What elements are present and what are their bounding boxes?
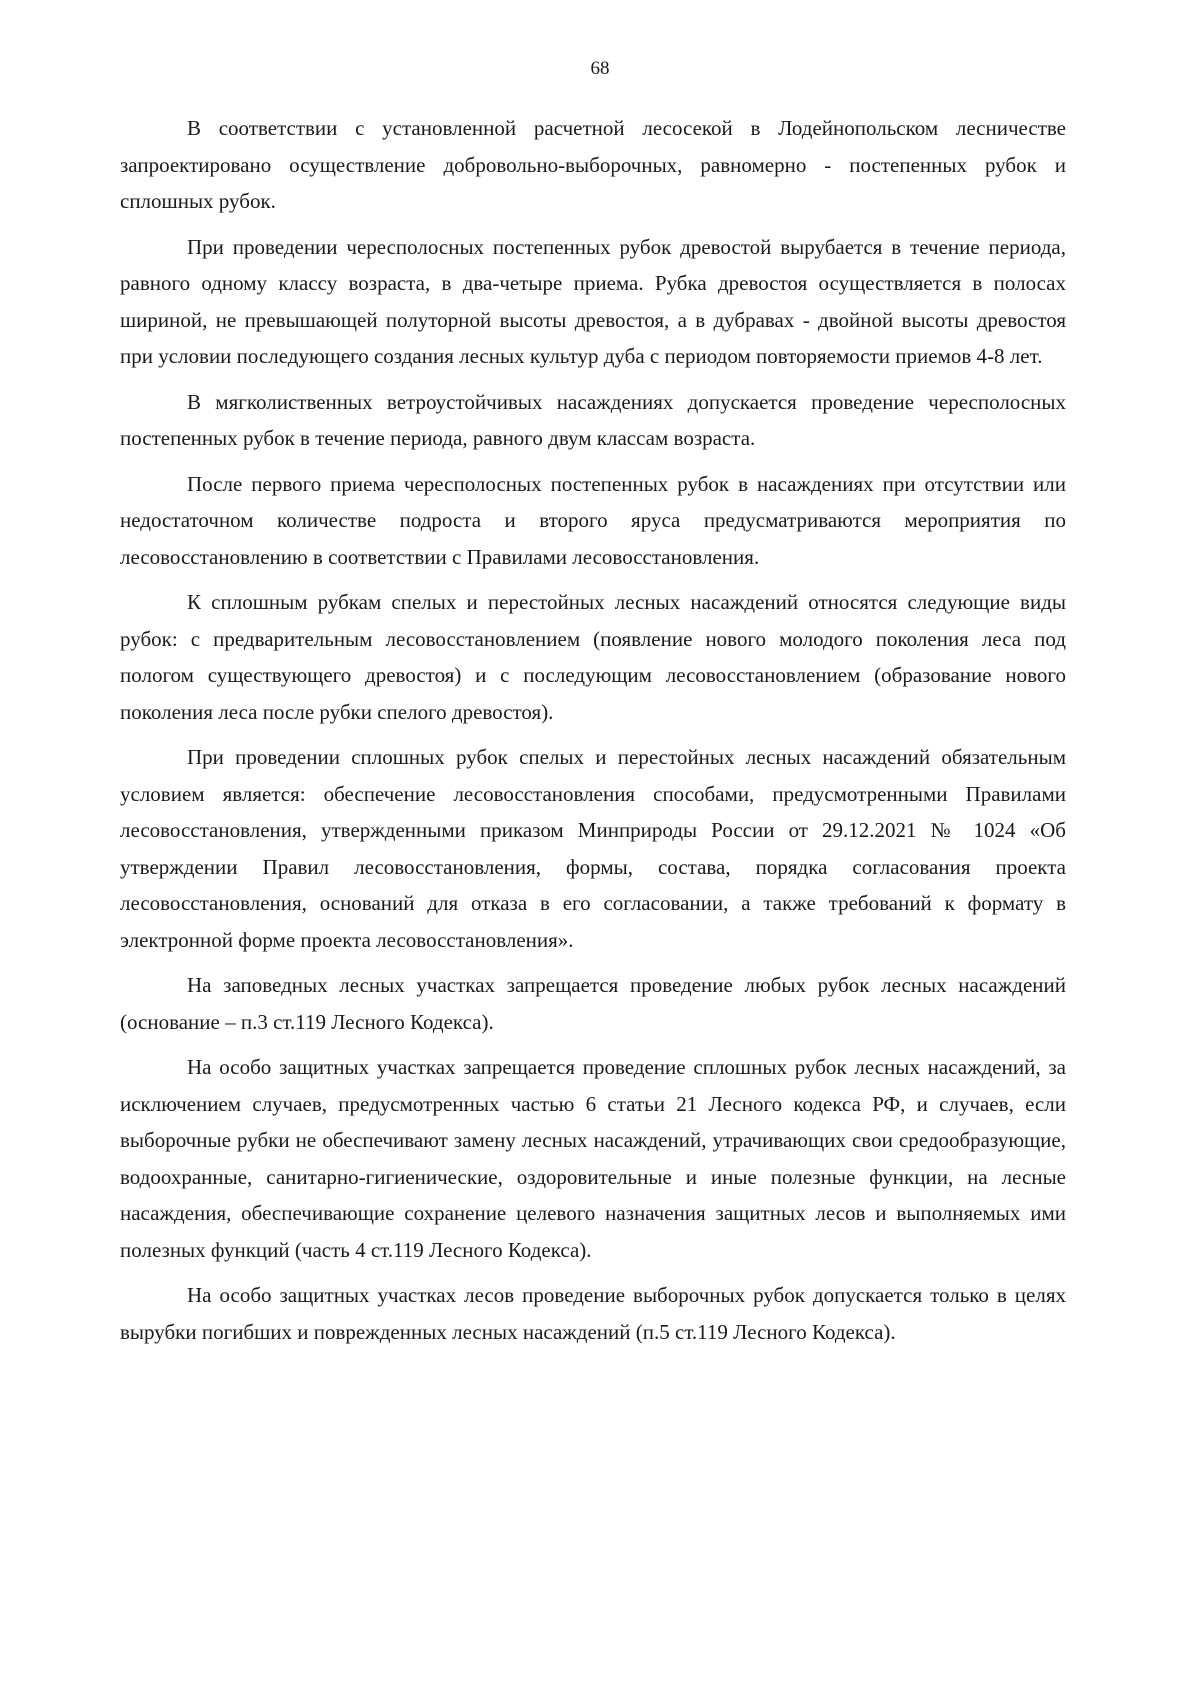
paragraph-8: На особо защитных участках запрещается проведение сплошных рубок лесных насаждений, за исключением случаев, предусмотренных частью 6 статьи 21 Лесного кодекса РФ, и случаев, если выборочные рубки не обеспечивают замену лесных насаждений, утрачивающих свои средообразующие, водоохранные, санитарно-гигиенические, оздоровительные и иные полезные функции, на лесные насаждения, обеспечивающие сохранение целевого назначения защитных лесов и выполняемых ими полезных функций (часть 4 ст.119 Лесного Кодекса). bbox=[120, 1055, 1066, 1262]
paragraph-4: После первого приема чересполосных постепенных рубок в насаждениях при отсутствии или недостаточном количестве подроста и второго яруса предусматриваются мероприятия по лесовосстановлению в соответствии с Правилами лесовосстановления. bbox=[120, 471, 1066, 569]
page-number: 68 bbox=[590, 58, 610, 79]
paragraph-9: На особо защитных участках лесов проведение выборочных рубок допускается только в целях вырубки погибших и поврежденных лесных насаждений (п.5 ст.119 Лесного Кодекса). bbox=[120, 1283, 1066, 1344]
paragraph-7: На заповедных лесных участках запрещается проведение любых рубок лесных насаждений (основание – п.3 ст.119 Лесного Кодекса). bbox=[120, 973, 1066, 1034]
document-body bbox=[120, 110, 1066, 1359]
paragraph-5: К сплошным рубкам спелых и перестойных лесных насаждений относятся следующие виды рубок: с предварительным лесовосстановлением (появление нового молодого поколения леса под пологом существующего древостоя) и с последующим лесовосстановлением (образование нового поколения леса после рубки спелого древостоя). bbox=[120, 590, 1066, 724]
paragraph-3: В мягколиственных ветроустойчивых насаждениях допускается проведение чересполосных постепенных рубок в течение периода, равного двум классам возраста. bbox=[120, 389, 1066, 450]
paragraph-1: В соответствии с установленной расчетной лесосекой в Лодейнопольском лесничестве запроектировано осуществление добровольно-выборочных, равномерно - постепенных рубок и сплошных рубок. bbox=[120, 116, 1066, 213]
paragraph-2: При проведении чересполосных постепенных рубок древостой вырубается в течение периода, равного одному классу возраста, в два-четыре приема. Рубка древостоя осуществляется в полосах шириной, не превышающей полуторной высоты древостоя, а в дубравах - двойной высоты древостоя при условии последующего создания лесных культур дуба с периодом повторяемости приемов 4-8 лет. bbox=[120, 234, 1066, 368]
paragraph-6: При проведении сплошных рубок спелых и перестойных лесных насаждений обязательным условием является: обеспечение лесовосстановления способами, предусмотренными Правилами лесовосстановления, утвержденными приказом Минприроды России от 29.12.2021 № 1024 «Об утверждении Правил лесовосстановления, формы, состава, порядка согласования проекта лесовосстановления, оснований для отказа в его согласовании, а также требований к формату в электронной форме проекта лесовосстановления». bbox=[120, 745, 1066, 952]
